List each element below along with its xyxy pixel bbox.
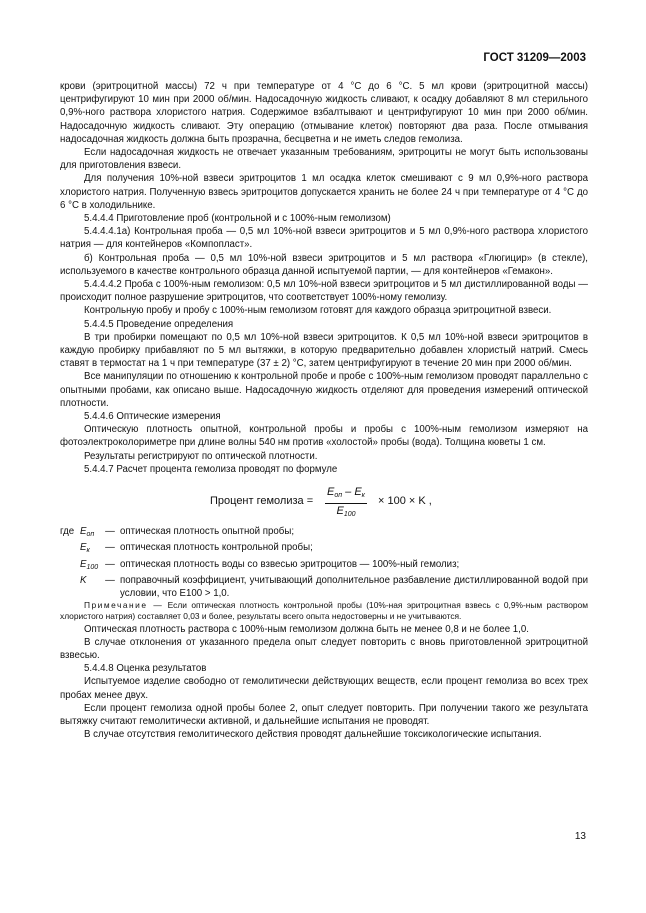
legend-text: оптическая плотность воды со взвесью эритроцитов — 100%-ный гемолиз;	[120, 558, 460, 570]
note-label: Примечание —	[84, 600, 164, 611]
legend-text: оптическая плотность контрольной пробы;	[120, 542, 313, 554]
section-heading: 5.4.4.5 Проведение определения	[84, 318, 234, 330]
formula-fraction	[325, 486, 367, 521]
paragraph: Испытуемое изделие свободно от гемолитически действующих веществ, если процент гемолиза во всех трех пробах менее двух.	[60, 676, 588, 701]
paragraph: В три пробирки помещают по 0,5 мл 10%-ной взвеси эритроцитов. К 0,5 мл 10%-ной взвеси эритроцитов в каждую пробирку прибавляют по 5 мл вытяжки, в которую предварительно добавлен хлористый натрий. Смесь ставят в термостат на 1 ч при температуре (37 ± 2) °С, затем центрифугируют в течение 20 мин при 2000 об/мин.	[60, 331, 588, 370]
paragraph: В случае отсутствия гемолитического действия проводят дальнейшие токсикологические испытания.	[84, 729, 542, 741]
legend-symbol: $E_{100}$	[80, 558, 99, 571]
formula-label: Процент гемолиза =	[210, 495, 314, 508]
legend-row	[60, 541, 588, 557]
legend-row	[60, 525, 588, 541]
paragraph: Оптическая плотность раствора с 100%-ным гемолизом должна быть не менее 0,8 и не более 1,0.	[84, 623, 529, 635]
legend-row	[60, 574, 588, 600]
section-heading: 5.4.4.8 Оценка результатов	[84, 663, 207, 675]
formula-tail: × 100 × K ,	[378, 495, 432, 508]
legend-symbol: K	[80, 574, 87, 586]
paragraph: Если надосадочная жидкость не отвечает указанным требованиям, эритроциты не могут быть использованы для приготовления взвеси.	[60, 147, 588, 172]
legend-symbol: $E_к$	[80, 542, 90, 555]
legend-dash: —	[105, 574, 115, 586]
section-heading: 5.4.4.7 Расчет процента гемолиза проводят по формуле	[84, 463, 338, 475]
paragraph: крови (эритроцитной массы) 72 ч при температуре от 4 °С до 6 °С. 5 мл крови (эритроцитной массы) центрифугируют 10 мин при 2000 об/мин. Надосадочную жидкость сливают, к осадку добавляют 8 мл стерильного 0,9%-ного раствора хлористого натрия. Содержимое взбалтывают и центрифугируют 10 мин при 2000 об/мин. Надосадочную жидкость сливают. Эту операцию (отмывание клеток) повторяют два раза. После отмывания надосадочная жидкость должна быть прозрачна, бесцветна и не иметь следов гемолиза.	[60, 81, 588, 145]
legend-dash: —	[105, 542, 115, 554]
paragraph: б) Контрольная проба — 0,5 мл 10%-ной взвеси эритроцитов и 5 мл раствора «Глюгицир» (в стекле), используемого в качестве контрольного образца данной испытуемой партии, — для контейнеров «Гемакон».	[60, 252, 588, 277]
legend-text: поправочный коэффициент, учитывающий дополнительное разбавление дистиллированной водой при условии, что E100 > 1,0.	[120, 574, 588, 599]
legend-text: оптическая плотность опытной пробы;	[120, 526, 295, 538]
paragraph: Оптическую плотность опытной, контрольной пробы и пробы с 100%-ным гемолизом измеряют на фотоэлектроколориметре при длине волны 540 нм против «холостой» пробы (вода). Толщина кюветы 1 см.	[60, 424, 588, 449]
page-number: 13	[574, 831, 586, 842]
paragraph: 5.4.4.4.2 Проба с 100%-ным гемолизом: 0,5 мл 10%-ной взвеси эритроцитов и 5 мл дистиллированной воды — происходит полное разрушение эритроцитов, что соответствует 100%-ному гемолизу.	[60, 279, 588, 304]
legend-row	[60, 558, 588, 574]
doc-code-header: ГОСТ 31209—2003	[483, 52, 586, 64]
section-heading: 5.4.4.6 Оптические измерения	[84, 411, 221, 423]
legend-intro: где	[60, 526, 75, 538]
paragraph: В случае отклонения от указанного предела опыт следует повторить с вновь приготовленной эритроцитной взвесью.	[60, 636, 588, 661]
legend-dash: —	[105, 526, 115, 538]
note-text: Если оптическая плотность контрольной пробы (10%-ная эритроцитная взвесь с 0,9%-ным раствором хлористого натрия) составляет 0,03 и более, результаты всего опыта недостоверны и не учитываются.	[60, 600, 588, 622]
note	[60, 600, 588, 622]
paragraph: Все манипуляции по отношению к контрольной пробе и пробе с 100%-ным гемолизом проводят параллельно с опытными пробами, как описано выше. Надосадочную жидкость отделяют для проведения измерений оптической плотности.	[60, 371, 588, 409]
hemolysis-formula	[60, 484, 588, 518]
legend-symbol: $E_{оп}$	[80, 526, 95, 539]
legend-dash: —	[105, 558, 115, 570]
formula-legend	[60, 525, 588, 600]
formula-denominator: $E_{100}$	[336, 505, 356, 519]
formula-numerator: $E_{оп} - E_к$	[325, 486, 367, 504]
paragraph: Результаты регистрируют по оптической плотности.	[84, 450, 318, 462]
paragraph: Если процент гемолиза одной пробы более 2, опыт следует повторить. При получении такого же результата вытяжку считают гемолитически активной, и дальнейшие испытания не проводят.	[60, 702, 588, 727]
document-body	[60, 80, 588, 741]
paragraph: 5.4.4.4.1а) Контрольная проба — 0,5 мл 10%-ной взвеси эритроцитов и 5 мл 0,9%-ного раствора хлористого натрия — для контейнеров «Компопласт».	[60, 226, 588, 251]
paragraph: Контрольную пробу и пробу с 100%-ным гемолизом готовят для каждого образца эритроцитной взвеси.	[84, 305, 552, 317]
paragraph: Для получения 10%-ной взвеси эритроцитов 1 мл осадка клеток смешивают с 9 мл 0,9%-ного раствора хлористого натрия. Полученную взвесь эритроцитов допускается хранить не более 24 ч при температуре от 4 °С до 6 °С в холодильнике.	[60, 173, 588, 211]
section-heading: 5.4.4.4 Приготовление проб (контрольной и с 100%-ным гемолизом)	[84, 213, 391, 225]
